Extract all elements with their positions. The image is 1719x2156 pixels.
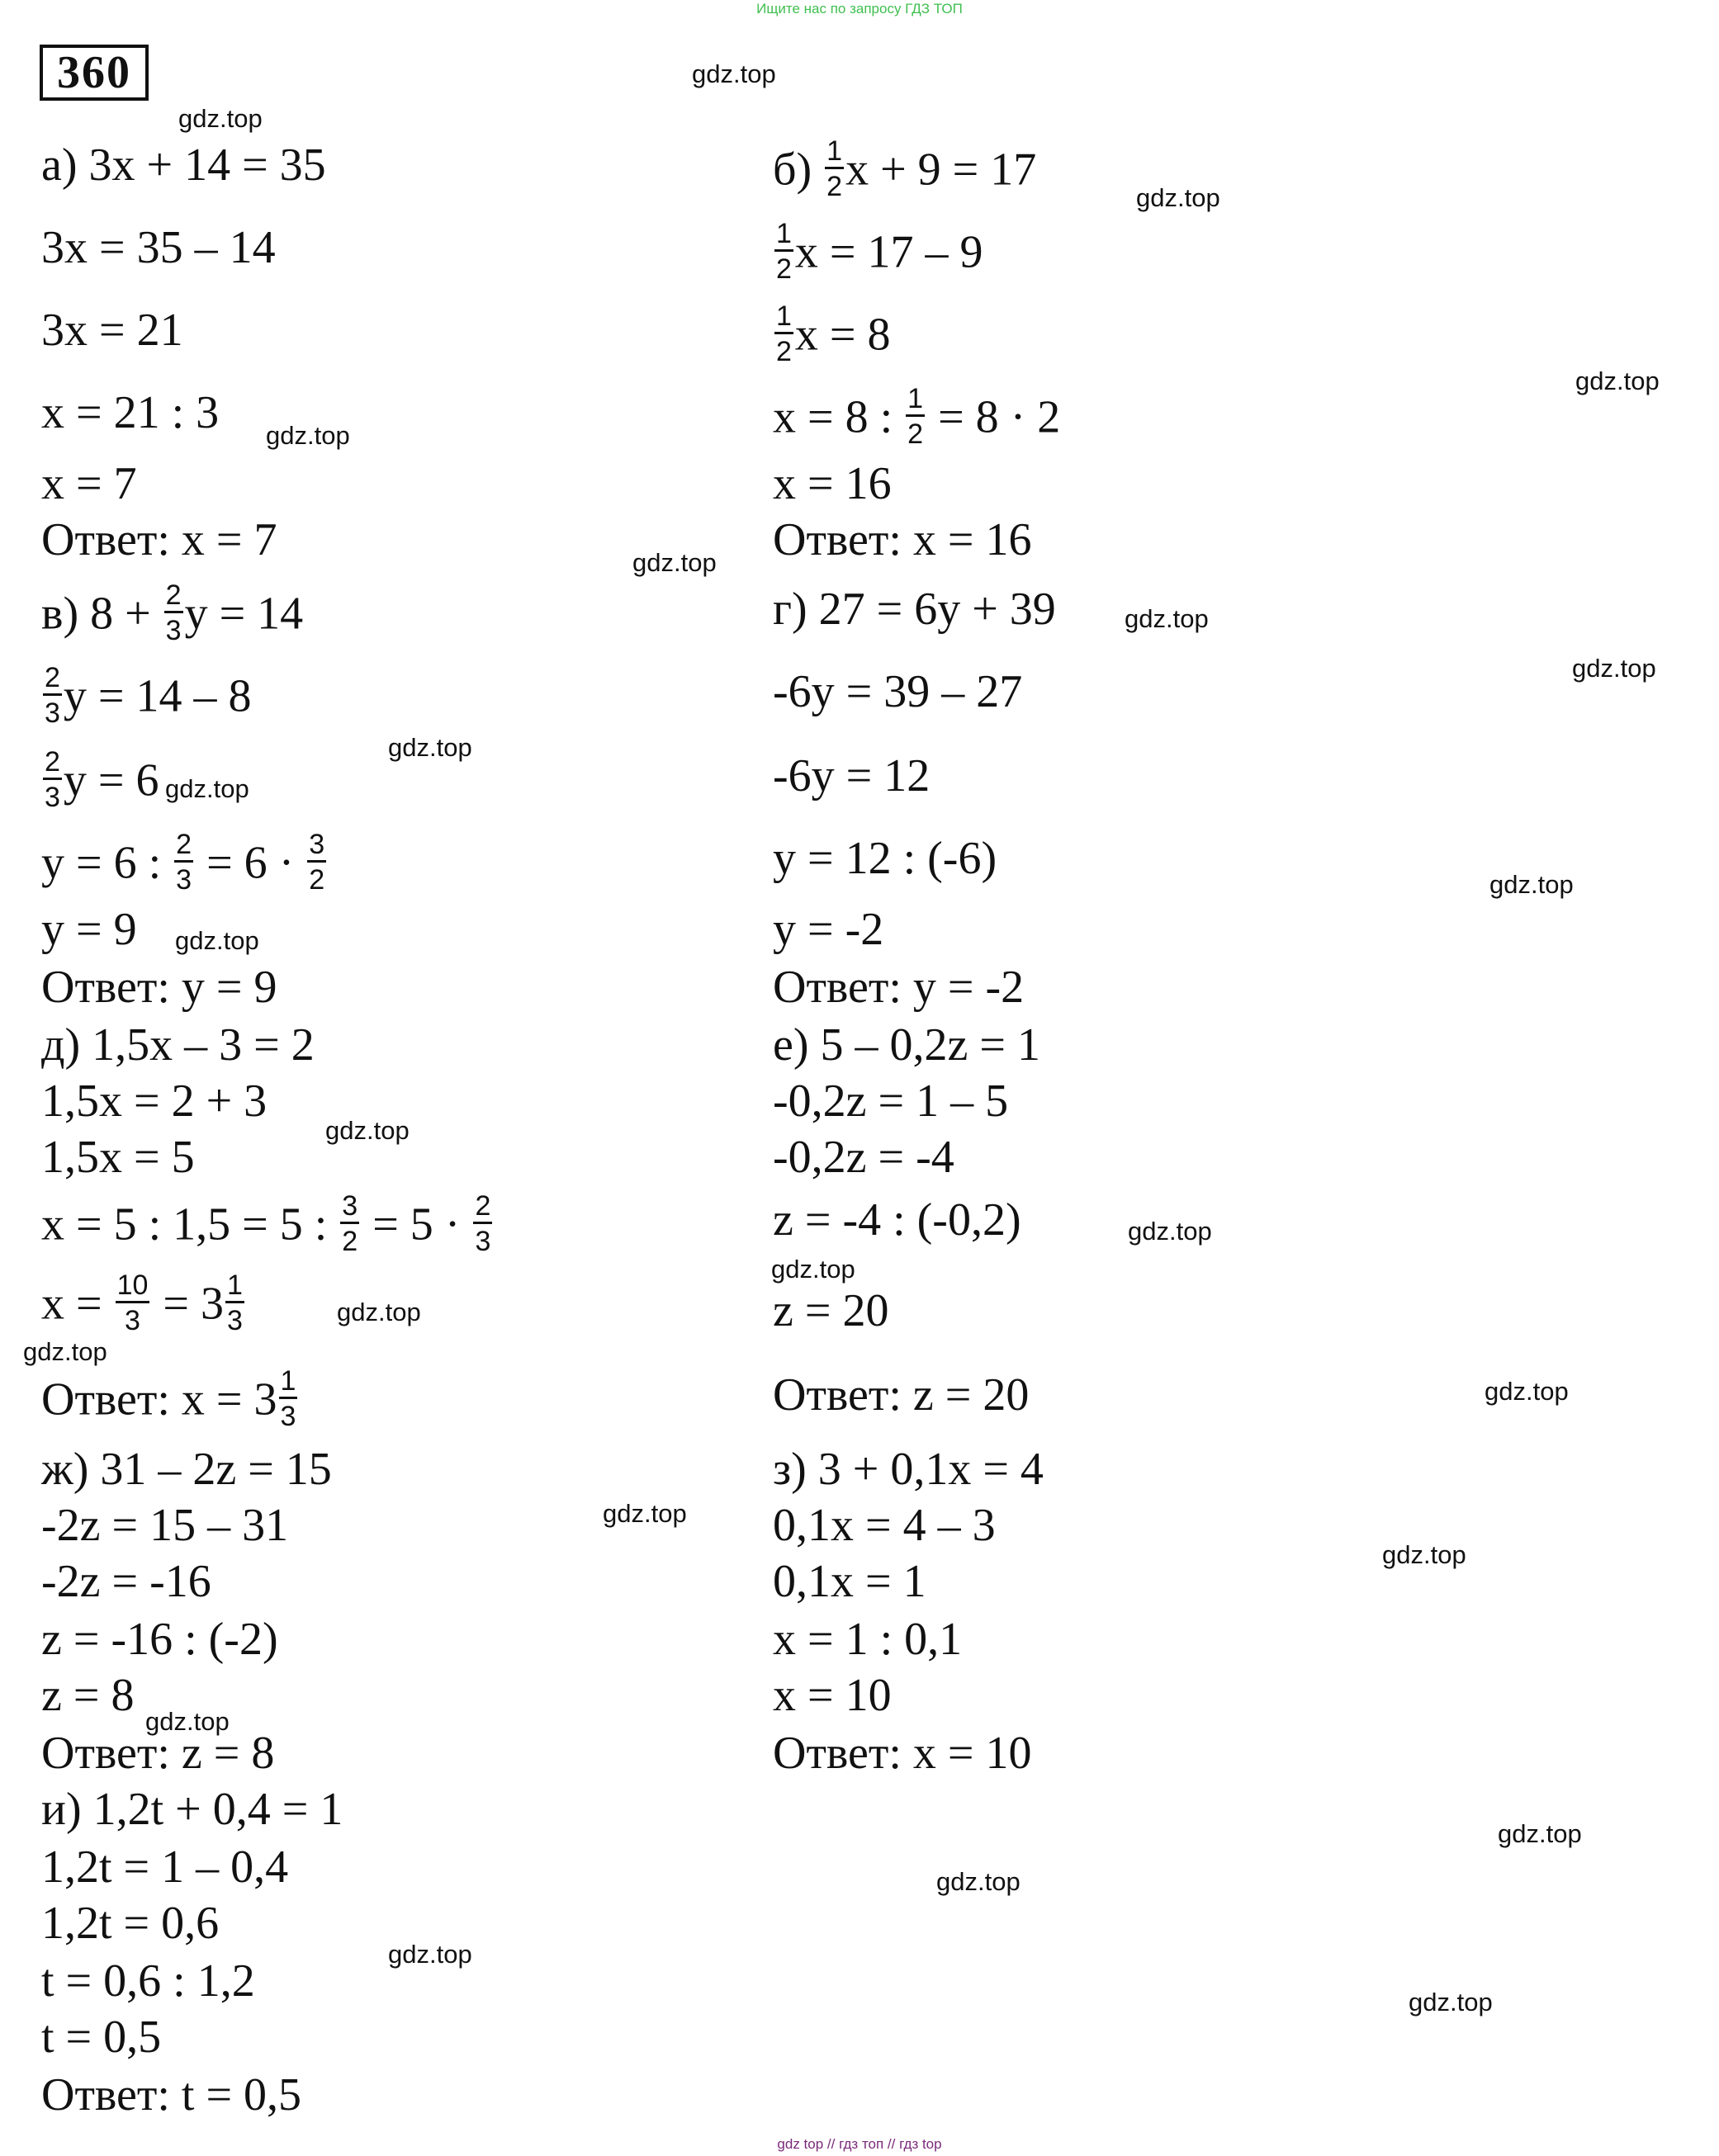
fraction (473, 1192, 492, 1255)
watermark: gdz.top (1128, 1217, 1212, 1246)
watermark: gdz.top (23, 1337, 107, 1366)
problem-number: 360 (40, 45, 149, 101)
equation-line (773, 1019, 1040, 1071)
watermark: gdz.top (1136, 183, 1220, 212)
fraction-denominator: 2 (907, 418, 924, 450)
equation-line (41, 139, 326, 191)
equation-line (41, 1500, 289, 1551)
fraction-denominator: 3 (165, 615, 182, 646)
equation-text: 3x = 35 – 14 (41, 222, 276, 273)
equation-text: x = (41, 1278, 114, 1330)
fraction-numerator: 3 (340, 1192, 359, 1224)
equation-text: = 3 (151, 1278, 225, 1330)
fraction-denominator: 2 (826, 171, 843, 202)
fraction-numerator: 2 (164, 581, 183, 613)
equation-text: Ответ: t = 0,5 (41, 2069, 302, 2121)
watermark: gdz.top (936, 1867, 1021, 1896)
equation-text: x = 21 : 3 (41, 387, 220, 438)
fraction-denominator: 3 (45, 697, 60, 729)
equation-line (41, 906, 137, 953)
fraction-denominator: 2 (776, 253, 792, 285)
watermark: gdz.top (632, 548, 717, 577)
equation-line (773, 1194, 1021, 1246)
fraction (825, 137, 844, 201)
equation-text: Ответ: x = 3 (41, 1374, 277, 1426)
fraction (340, 1192, 359, 1255)
equation-text: z = -4 : (-0,2) (773, 1194, 1021, 1246)
equation-text: x = 7 (41, 458, 137, 509)
equation-line (773, 666, 1023, 717)
watermark: gdz.top (1489, 870, 1574, 899)
watermark: gdz.top (771, 1255, 855, 1284)
equation-text: y = 6 : (41, 837, 173, 889)
watermark: gdz.top (145, 1707, 230, 1736)
equation-line (773, 514, 1032, 565)
equation-line (41, 2069, 302, 2121)
fraction-numerator: 1 (774, 220, 793, 252)
equation-line (41, 1728, 275, 1779)
equation-text: з) 3 + 0,1x = 4 (773, 1444, 1044, 1495)
fraction (43, 748, 62, 811)
fraction-numerator: 10 (116, 1271, 150, 1303)
watermark: gdz.top (178, 104, 263, 133)
equation-line (773, 1672, 892, 1719)
watermark: gdz.top (388, 1940, 472, 1969)
equation-text: Ответ: x = 10 (773, 1728, 1032, 1779)
equation-line (773, 906, 883, 953)
fraction (164, 581, 183, 645)
equation-text: 1,2t = 0,6 (41, 1898, 220, 1949)
equation-text: 0,1x = 4 – 3 (773, 1500, 996, 1551)
watermark: gdz.top (1572, 654, 1656, 683)
equation-line (41, 746, 159, 816)
equation-line (773, 135, 1037, 206)
equation-line (773, 1444, 1044, 1495)
equation-text: = 5 · (361, 1199, 472, 1251)
fraction-numerator: 2 (473, 1192, 492, 1224)
equation-text: -2z = -16 (41, 1556, 211, 1607)
fraction-numerator: 1 (225, 1271, 244, 1303)
equation-text: x = 16 (773, 458, 892, 509)
equation-line (773, 584, 1056, 635)
equation-text: x + 9 = 17 (845, 144, 1037, 196)
equation-line (41, 662, 252, 732)
fraction-denominator: 3 (45, 782, 60, 813)
fraction-numerator: 1 (825, 137, 844, 169)
fraction-numerator: 1 (906, 385, 925, 417)
watermark: gdz.top (165, 774, 249, 803)
equation-text: x = 10 (773, 1670, 892, 1721)
fraction-denominator: 3 (475, 1226, 491, 1257)
fraction (774, 302, 793, 366)
watermark: gdz.top (603, 1499, 687, 1528)
equation-text: y = 14 – 8 (63, 670, 252, 722)
equation-text: z = 20 (773, 1285, 889, 1336)
equation-line (41, 387, 220, 438)
watermark: gdz.top (337, 1298, 421, 1326)
equation-line (41, 829, 328, 899)
equation-text: y = 6 (63, 754, 159, 806)
equation-text: z = -16 : (-2) (41, 1614, 278, 1665)
fraction (174, 830, 193, 894)
equation-text: 1,5x = 2 + 3 (41, 1076, 268, 1127)
equation-line (773, 458, 892, 509)
equation-text: y = -2 (773, 904, 884, 955)
fraction (116, 1271, 150, 1335)
equation-line (41, 1444, 332, 1495)
equation-line (773, 750, 931, 801)
fraction (225, 1271, 244, 1335)
equation-text: 1,2t = 1 – 0,4 (41, 1842, 289, 1893)
fraction-denominator: 2 (342, 1226, 358, 1257)
equation-line (773, 1132, 954, 1183)
equation-text: Ответ: x = 7 (41, 514, 277, 565)
equation-text: Ответ: y = -2 (773, 962, 1025, 1013)
equation-text: -6y = 39 – 27 (773, 666, 1023, 717)
equation-text: y = 14 (184, 588, 304, 640)
equation-text: е) 5 – 0,2z = 1 (773, 1019, 1040, 1071)
equation-text: а) 3x + 14 = 35 (41, 139, 326, 191)
fraction-numerator: 3 (307, 830, 326, 863)
equation-text: ж) 31 – 2z = 15 (41, 1444, 332, 1495)
watermark: gdz.top (1575, 366, 1660, 395)
equation-text: Ответ: z = 8 (41, 1728, 275, 1779)
equation-line (41, 1898, 220, 1949)
fraction-denominator: 3 (125, 1305, 140, 1336)
equation-line (41, 1672, 134, 1719)
footer-watermark: gdz top // гдз топ // гдз top (777, 2136, 942, 2152)
top-banner: Ищите нас по запросу ГДЗ ТОП (756, 1, 963, 17)
equation-line (41, 458, 137, 509)
fraction-denominator: 2 (776, 336, 792, 367)
equation-line (41, 1784, 343, 1835)
equation-text: -2z = 15 – 31 (41, 1500, 289, 1551)
equation-text: t = 0,6 : 1,2 (41, 1955, 255, 2007)
equation-line (41, 1955, 255, 2007)
equation-line (41, 579, 304, 650)
equation-line (773, 962, 1025, 1013)
equation-line (41, 222, 276, 273)
equation-text: -6y = 12 (773, 750, 931, 801)
equation-text: -0,2z = -4 (773, 1132, 954, 1183)
equation-text: x = 8 (794, 309, 891, 361)
equation-line (773, 1500, 996, 1551)
equation-text: y = 12 : (-6) (773, 833, 997, 884)
equation-text: и) 1,2t + 0,4 = 1 (41, 1784, 343, 1835)
equation-text: б) (773, 144, 824, 196)
fraction-numerator: 1 (279, 1367, 298, 1399)
equation-line (41, 1076, 268, 1127)
equation-text: 3x = 21 (41, 305, 183, 356)
equation-line (41, 962, 277, 1013)
equation-text: Ответ: y = 9 (41, 962, 277, 1013)
equation-text: x = 5 : 1,5 = 5 : (41, 1199, 339, 1251)
equation-line (773, 218, 983, 288)
equation-line (41, 1132, 195, 1183)
equation-line (41, 1269, 246, 1340)
fraction-numerator: 2 (174, 830, 193, 863)
fraction (906, 385, 925, 448)
equation-line (41, 1019, 315, 1071)
equation-text: д) 1,5x – 3 = 2 (41, 1019, 315, 1071)
equation-line (41, 1365, 299, 1435)
watermark: gdz.top (1125, 604, 1209, 633)
equation-line (773, 383, 1061, 453)
equation-text: y = 9 (41, 904, 137, 955)
equation-line (773, 1558, 926, 1605)
equation-line (773, 300, 891, 371)
equation-line (773, 835, 997, 882)
equation-line (41, 1558, 211, 1605)
equation-text: 0,1x = 1 (773, 1556, 926, 1607)
fraction-numerator: 2 (43, 664, 62, 696)
equation-line (773, 1614, 963, 1665)
watermark: gdz.top (388, 733, 472, 762)
watermark: gdz.top (1409, 1988, 1493, 2017)
equation-line (41, 1842, 289, 1893)
equation-text: x = 17 – 9 (794, 226, 983, 278)
equation-text: Ответ: x = 16 (773, 514, 1032, 565)
equation-line (41, 1190, 494, 1260)
fraction-numerator: 2 (43, 748, 62, 780)
equation-text: -0,2z = 1 – 5 (773, 1076, 1009, 1127)
equation-text: = 8 · 2 (926, 391, 1061, 443)
watermark: gdz.top (1485, 1377, 1569, 1406)
fraction-denominator: 3 (280, 1401, 296, 1432)
equation-text: 1,5x = 5 (41, 1132, 195, 1183)
fraction-numerator: 1 (774, 302, 793, 334)
equation-text: z = 8 (41, 1670, 135, 1721)
equation-line (41, 1614, 278, 1665)
fraction (307, 830, 326, 894)
equation-line (773, 1369, 1030, 1421)
fraction-denominator: 2 (309, 864, 325, 896)
equation-text: t = 0,5 (41, 2012, 162, 2063)
watermark: gdz.top (325, 1116, 410, 1145)
watermark: gdz.top (266, 421, 350, 450)
fraction (774, 220, 793, 283)
equation-line (773, 1285, 889, 1336)
fraction-denominator: 3 (227, 1305, 243, 1336)
equation-text: x = 1 : 0,1 (773, 1614, 963, 1665)
equation-text: x = 8 : (773, 391, 905, 443)
equation-text: = 6 · (195, 837, 306, 889)
watermark: gdz.top (175, 926, 259, 955)
fraction-denominator: 3 (176, 864, 192, 896)
equation-text: г) 27 = 6y + 39 (773, 584, 1056, 635)
equation-line (773, 1728, 1032, 1779)
watermark: gdz.top (692, 59, 776, 88)
equation-line (41, 2012, 162, 2063)
equation-text: в) 8 + (41, 588, 163, 640)
equation-line (41, 514, 277, 565)
watermark: gdz.top (1382, 1540, 1466, 1569)
equation-text: Ответ: z = 20 (773, 1369, 1030, 1421)
fraction (279, 1367, 298, 1430)
watermark: gdz.top (1498, 1819, 1582, 1848)
equation-line (773, 1076, 1009, 1127)
equation-line (41, 305, 183, 356)
fraction (43, 664, 62, 727)
